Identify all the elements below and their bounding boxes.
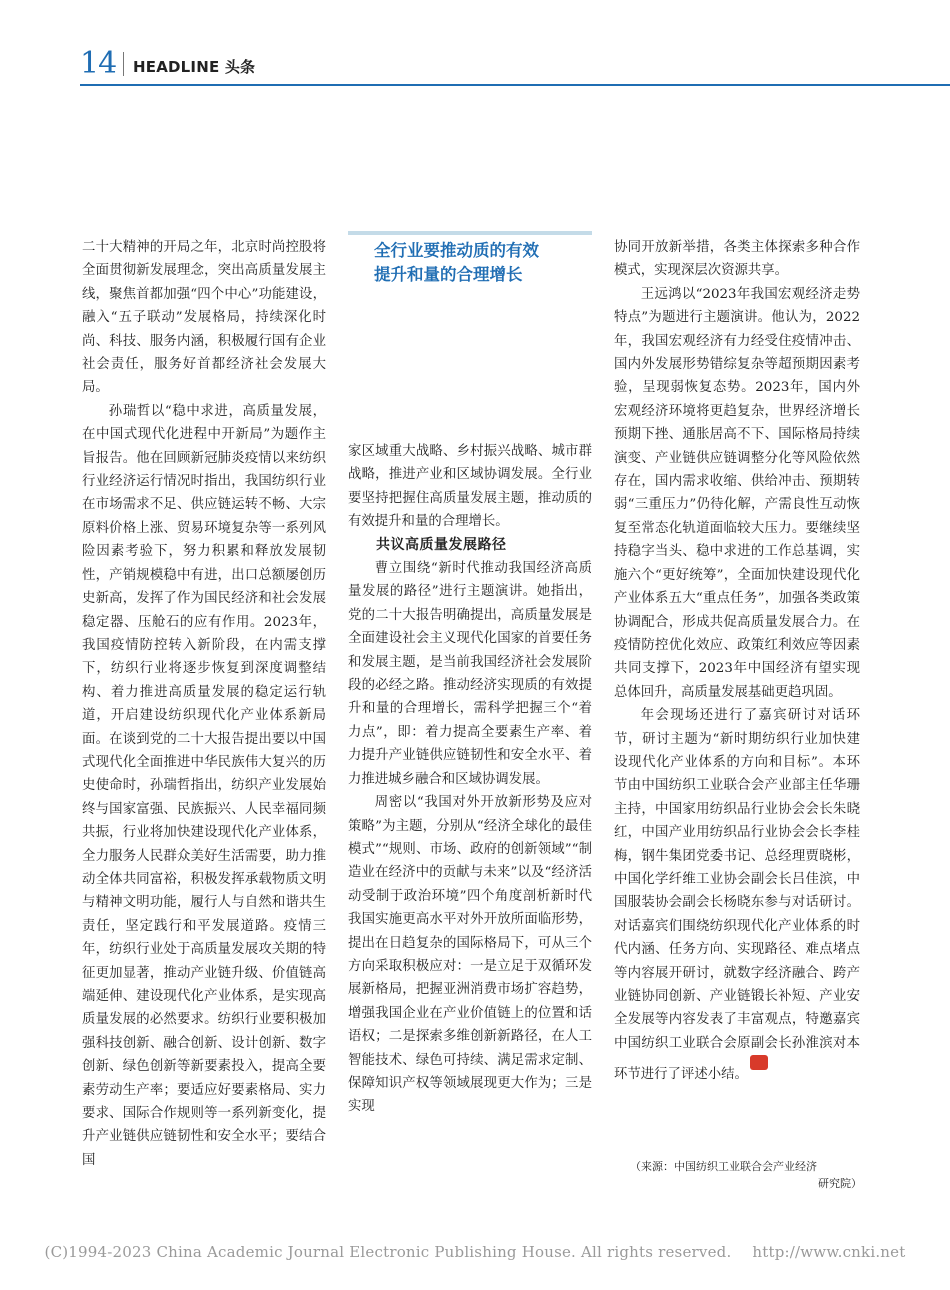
paragraph: 家区域重大战略、乡村振兴战略、城市群战略，推进产业和区域协调发展。全行业要坚持把握住高质量发展主题，推动质的有效提升和量的合理增长。	[348, 444, 592, 530]
pull-quote-line: 全行业要推动质的有效	[374, 241, 539, 260]
pull-quote-bar	[348, 231, 592, 235]
paragraph: 王远鸿以“2023年我国宏观经济走势特点”为题进行主题演讲。他认为，2022年，我国宏观经济有力经受住疫情冲击、国内外发展形势错综复杂等超预期因素考验，呈现弱恢复态势。2023年，国内外宏观经济环境将更趋复杂，世界经济增长预期下挫、通胀居高不下、国际格局持续演变、产业链供应链调整分化等风险依然存在，国内需求收缩、供给冲击、预期转弱“三重压力”仍待化解，产需良性互动恢复至常态化轨道面临较大压力。要继续坚持稳字当头、稳中求进的工作总基调，实施六个“更好统筹”，全面加快建设现代化产业体系五大“重点任务”，加强各类政策协调配合，形成共促高质量发展合力。在疫情防控优化效应、政策红利效应等因素共同支撑下，2023年中国经济有望实现总体回升，高质量发展基础更趋巩固。	[614, 286, 860, 700]
paragraph: 周密以“我国对外开放新形势及应对策略”为主题，分别从“经济全球化的最佳模式”“规则、市场、政府的创新领域”“制造业在经济中的贡献与未来”以及“经济活动受制于政治环境”四个角度剖析新时代我国实施更高水平对外开放所面临形势，提出在日趋复杂的国际格局下，可从三个方向采取积极应对：一是立足于双循环发展新格局，把握亚洲消费市场扩容趋势，增强我国企业在产业价值链上的位置和话语权；二是探索多维创新新路径，在人工智能技术、绿色可持续、满足需求定制、保障知识产权等领域展现更大作为；三是实现	[348, 795, 592, 1115]
paragraph: 孙瑞哲以“稳中求进，高质量发展，在中国式现代化进程中开新局”为题作主旨报告。他在回顾新冠肺炎疫情以来纺织行业经济运行情况时指出，我国纺织行业在市场需求不足、供应链运转不畅、大宗原料价格上涨、贸易环境复杂等一系列风险因素考验下，努力积累和释放发展韧性，产销规模稳中有进，出口总额屡创历史新高，发挥了作为国民经济和社会发展稳定器、压舱石的应有作用。2023年，我国疫情防控转入新阶段，在内需支撑下，纺织行业将逐步恢复到深度调整结构、着力推进高质量发展的稳定运行轨道，开启建设纺织现代化产业体系新局面。在谈到党的二十大报告提出要以中国式现代化全面推进中华民族伟大复兴的历史使命时，孙瑞哲指出，纺织产业发展始终与国家富强、民族振兴、人民幸福同频共振，行业将加快建设现代化产业体系，全力服务人民群众美好生活需要，助力推动全体共同富裕，积极发挥承载物质文明与精神文明功能，履行人与自然和谐共生责任，坚定践行和平发展道路。疫情三年，纺织行业处于高质量发展攻关期的特征更加显著，推动产业链升级、价值链高端延伸、建设现代化产业体系，是实现高质量发展的必然要求。纺织行业要积极加强科技创新、融合创新、设计创新、数字创新、绿色创新等新要素投入，提高全要素劳动生产率；要适应好要素格局、实力要求、国际合作规则等一系列新变化，提升产业链供应链韧性和安全水平；要结合国	[82, 403, 326, 1168]
end-mark-logo: 纺织	[750, 1055, 768, 1070]
source-line: （来源：中国纺织工业联合会产业经济	[630, 1160, 817, 1173]
source-line: 研究院）	[818, 1177, 862, 1190]
section-heading: 共议高质量发展路径	[376, 536, 507, 553]
paragraph: 二十大精神的开局之年，北京时尚控股将全面贯彻新发展理念，突出高质量发展主线，聚焦首都加强“四个中心”功能建设，融入“五子联动”发展格局，持续深化时尚、科技、服务内涵，积极履行国有企业社会责任，服务好首都经济社会发展大局。	[82, 240, 326, 396]
article-column-3	[614, 236, 860, 1087]
paragraph: 协同开放新举措，各类主体探索多种合作模式，实现深层次资源共享。	[614, 240, 860, 279]
header-rule	[80, 84, 950, 86]
paragraph: 曹立围绕“新时代推动我国经济高质量发展的路径”进行主题演讲。她指出，党的二十大报告明确提出，高质量发展是全面建设社会主义现代化国家的首要任务和发展主题，是当前我国经济社会发展阶段的必经之路。推动经济实现质的有效提升和量的合理增长，需科学把握三个“着力点”，即：着力提高全要素生产率、着力提升产业链供应链韧性和安全水平、着力推进城乡融合和区域协调发展。	[348, 561, 592, 787]
article-column-1	[82, 236, 326, 1172]
section-title: HEADLINE 头条	[133, 58, 256, 76]
copyright-text: (C)1994-2023 China Academic Journal Electronic Publishing House. All rights reserved.	[44, 1243, 732, 1261]
article-column-2	[348, 440, 592, 1119]
pull-quote	[348, 231, 592, 376]
paragraph-text: 年会现场还进行了嘉宾研讨对话环节，研讨主题为“新时期纺织行业加快建设现代化产业体系的方向和目标”。本环节由中国纺织工业联合会产业部主任华珊主持，中国家用纺织品行业协会会长朱晓红，中国产业用纺织品行业协会会长李桂梅，钢牛集团党委书记、总经理贾晓彬，中国化学纤维工业协会副会长吕佳滨，中国服装协会副会长杨晓东参与对话研讨。对话嘉宾们围绕纺织现代化产业体系的时代内涵、任务方向、实现路径、难点堵点等内容展开研讨，就数字经济融合、跨产业链协同创新、产业链锻长补短、产业安全发展等内容发表了丰富观点，特邀嘉宾中国纺织工业联合会原副会长孙淮滨对本环节进行了评述小结。	[614, 708, 860, 1083]
header-divider	[123, 52, 124, 76]
source-note	[630, 1158, 862, 1192]
paragraph	[614, 704, 860, 1087]
page-number: 14	[80, 46, 117, 81]
copyright-footer	[0, 1243, 950, 1261]
pull-quote-line: 提升和量的合理增长	[374, 265, 523, 284]
footer-url: http://www.cnki.net	[752, 1243, 906, 1261]
